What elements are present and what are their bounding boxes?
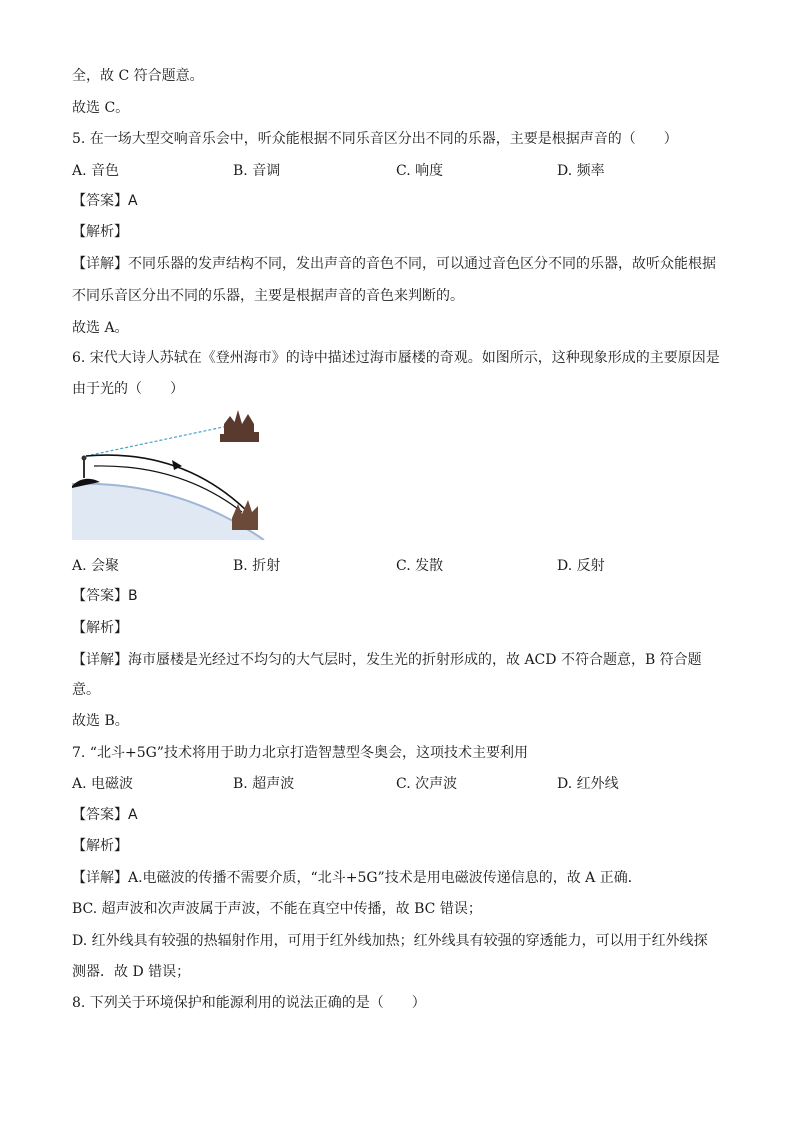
sight-line: [86, 426, 228, 456]
q6-detail-cont: 意。: [72, 682, 100, 698]
q5-detail-cont: 不同乐音区分出不同的乐器，主要是根据声音的音色来判断的。: [72, 288, 464, 304]
q7-detail-d-cont: 测器．故 D 错误；: [72, 964, 191, 980]
choose-line: 故选 C。: [72, 100, 130, 116]
q6-option-b: B. 折射: [233, 558, 281, 574]
q6-stem: 6. 宋代大诗人苏轼在《登州海市》的诗中描述过海市蜃楼的奇观。如图所示，这种现象形成的主要原因是: [72, 350, 720, 366]
q7-answer: 【答案】A: [72, 807, 138, 823]
text-line: 全，故 C 符合题意。: [72, 68, 204, 84]
q7-analysis-label: 【解析】: [72, 838, 128, 854]
q5-choose: 故选 A。: [72, 320, 129, 336]
q6-analysis-label: 【解析】: [72, 620, 128, 636]
q7-option-d: D. 红外线: [557, 776, 619, 792]
q5-answer: 【答案】A: [72, 193, 138, 209]
q6-option-a: A. 会聚: [72, 558, 120, 574]
q5-analysis-label: 【解析】: [72, 224, 128, 240]
q5-option-c: C. 响度: [396, 163, 444, 179]
q7-option-a: A. 电磁波: [72, 776, 134, 792]
q5-option-a: A. 音色: [72, 163, 120, 179]
q6-answer: 【答案】B: [72, 588, 138, 604]
mirage-city-icon: [220, 410, 259, 442]
q6-detail: 【详解】海市蜃楼是光经过不均匀的大气层时，发生光的折射形成的，故 ACD 不符合题意，B 符合题: [72, 652, 702, 668]
real-city-icon: [232, 500, 258, 530]
q5-option-b: B. 音调: [233, 163, 281, 179]
q7-option-c: C. 次声波: [396, 776, 458, 792]
q8-stem: 8. 下列关于环境保护和能源利用的说法正确的是（ ）: [72, 995, 426, 1011]
q5-stem: 5. 在一场大型交响音乐会中，听众能根据不同乐音区分出不同的乐器，主要是根据声音的（ ）: [72, 131, 678, 147]
q6-option-d: D. 反射: [557, 558, 605, 574]
observer-head: [82, 456, 87, 461]
q7-detail-a: 【详解】A.电磁波的传播不需要介质，“北斗+5G”技术是用电磁波传递信息的，故 A 正确．: [72, 870, 642, 886]
mirage-diagram: [72, 408, 272, 540]
q5-option-d: D. 频率: [557, 163, 605, 179]
q5-detail: 【详解】不同乐器的发声结构不同，发出声音的音色不同，可以通过音色区分不同的乐器，故听众能根据: [72, 256, 716, 272]
q6-choose: 故选 B。: [72, 713, 129, 729]
q7-option-b: B. 超声波: [233, 776, 295, 792]
q6-option-c: C. 发散: [396, 558, 444, 574]
q6-stem-cont: 由于光的（ ）: [72, 381, 184, 397]
q7-detail-d: D. 红外线具有较强的热辐射作用，可用于红外线加热；红外线具有较强的穿透能力，可以用于红外线探: [72, 933, 708, 949]
q7-stem: 7. “北斗+5G”技术将用于助力北京打造智慧型冬奥会，这项技术主要利用: [72, 745, 528, 761]
q7-detail-bc: BC. 超声波和次声波属于声波，不能在真空中传播，故 BC 错误；: [72, 901, 482, 917]
